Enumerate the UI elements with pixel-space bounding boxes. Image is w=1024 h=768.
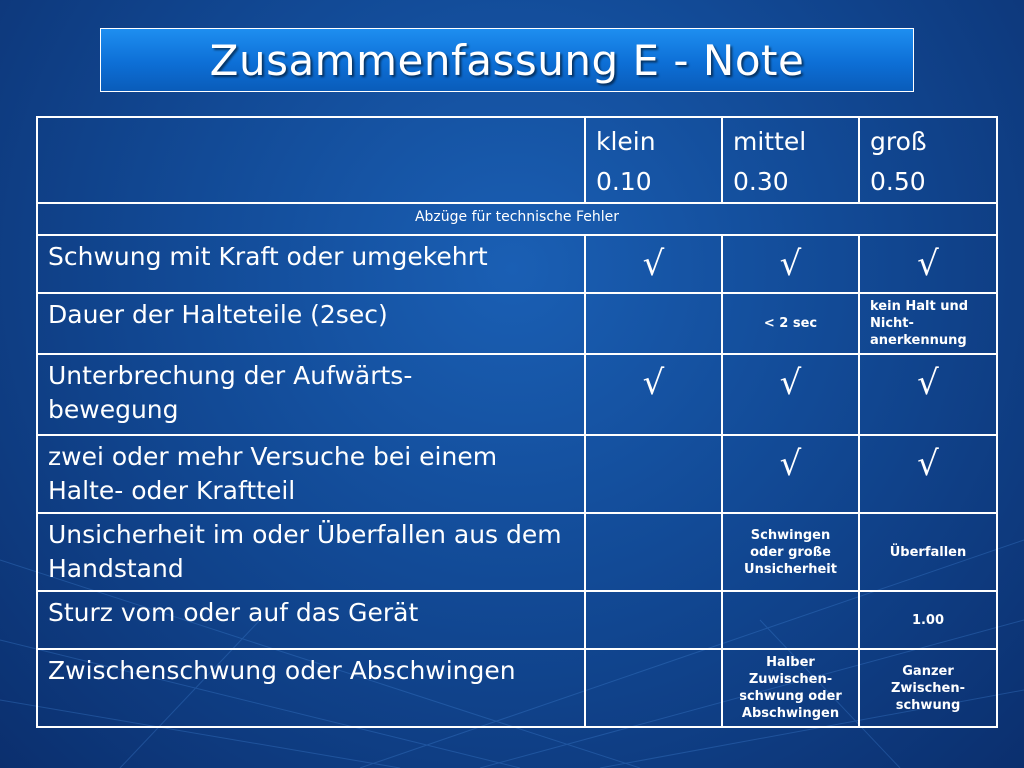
header-value-mittel: 0.30 — [733, 167, 789, 196]
row-mittel-cell — [722, 649, 859, 727]
check-mark-icon: √ — [917, 444, 939, 484]
subheader-row — [37, 203, 997, 235]
row-label: Unsicherheit im oder Überfallen aus dem Handstand — [48, 520, 562, 583]
check-mark-icon — [586, 436, 721, 446]
check-mark-icon: √ — [779, 444, 802, 484]
row-mittel-cell — [722, 435, 859, 513]
subheader-text: Abzüge für technische Fehler — [414, 209, 620, 225]
table-row — [37, 649, 997, 727]
row-mittel-cell — [722, 293, 859, 354]
row-mittel-cell — [722, 354, 859, 435]
row-klein-cell — [585, 293, 722, 354]
header-label-klein: klein — [596, 127, 656, 156]
row-value: Überfallen — [889, 544, 967, 560]
table-row — [37, 435, 997, 513]
row-klein-cell — [585, 649, 722, 727]
row-mittel-cell — [722, 513, 859, 591]
row-value: < 2 sec — [763, 316, 818, 331]
subheader-cell — [37, 203, 997, 235]
check-mark-icon: √ — [642, 363, 665, 403]
row-label: Sturz vom oder auf das Gerät — [48, 598, 419, 627]
header-klein — [585, 117, 722, 203]
page-title: Zusammenfassung E - Note — [209, 35, 805, 85]
row-gross-cell — [859, 513, 997, 591]
row-value: Halber Zuwischen- schwung oder Abschwingen — [739, 655, 842, 721]
check-mark-icon: √ — [917, 244, 939, 284]
row-value: Schwingen oder große Unsicherheit — [744, 527, 837, 577]
row-gross-cell — [859, 354, 997, 435]
table-row — [37, 513, 997, 591]
header-value-gross: 0.50 — [870, 167, 926, 196]
row-klein-cell — [585, 591, 722, 649]
header-empty-cell — [37, 117, 585, 203]
table-row — [37, 354, 997, 435]
header-gross — [859, 117, 997, 203]
row-label: zwei oder mehr Versuche bei einem Halte- oder Kraftteil — [48, 442, 498, 505]
row-label: Dauer der Halteteile (2sec) — [48, 300, 388, 329]
row-value: kein Halt und Nicht- anerkennung — [870, 299, 969, 348]
title-box — [100, 28, 914, 92]
row-label-cell — [37, 513, 585, 591]
row-label: Unterbrechung der Aufwärts- bewegung — [48, 361, 413, 424]
header-value-klein: 0.10 — [596, 167, 652, 196]
row-gross-cell — [859, 435, 997, 513]
row-klein-cell — [585, 354, 722, 435]
row-gross-cell — [859, 293, 997, 354]
deduction-table — [36, 116, 998, 728]
row-label-cell — [37, 235, 585, 293]
check-mark-icon: √ — [779, 244, 802, 284]
table-row — [37, 591, 997, 649]
row-klein-cell — [585, 235, 722, 293]
row-label: Schwung mit Kraft oder umgekehrt — [48, 242, 488, 271]
check-mark-icon: √ — [917, 363, 939, 403]
row-klein-cell — [585, 513, 722, 591]
row-mittel-cell — [722, 591, 859, 649]
header-label-gross: groß — [870, 127, 927, 156]
header-mittel — [722, 117, 859, 203]
row-label-cell — [37, 649, 585, 727]
row-label-cell — [37, 354, 585, 435]
table-row — [37, 293, 997, 354]
check-mark-icon: √ — [642, 244, 665, 284]
check-mark-icon: √ — [779, 363, 802, 403]
row-label-cell — [37, 293, 585, 354]
row-gross-cell — [859, 649, 997, 727]
row-value: Ganzer Zwischen- schwung — [890, 663, 966, 713]
row-label-cell — [37, 435, 585, 513]
row-label: Zwischenschwung oder Abschwingen — [48, 656, 516, 685]
header-row — [37, 117, 997, 203]
table-row — [37, 235, 997, 293]
row-gross-cell — [859, 235, 997, 293]
row-gross-cell — [859, 591, 997, 649]
header-label-mittel: mittel — [733, 127, 807, 156]
row-value: 1.00 — [911, 612, 945, 628]
row-mittel-cell — [722, 235, 859, 293]
row-label-cell — [37, 591, 585, 649]
row-klein-cell — [585, 435, 722, 513]
